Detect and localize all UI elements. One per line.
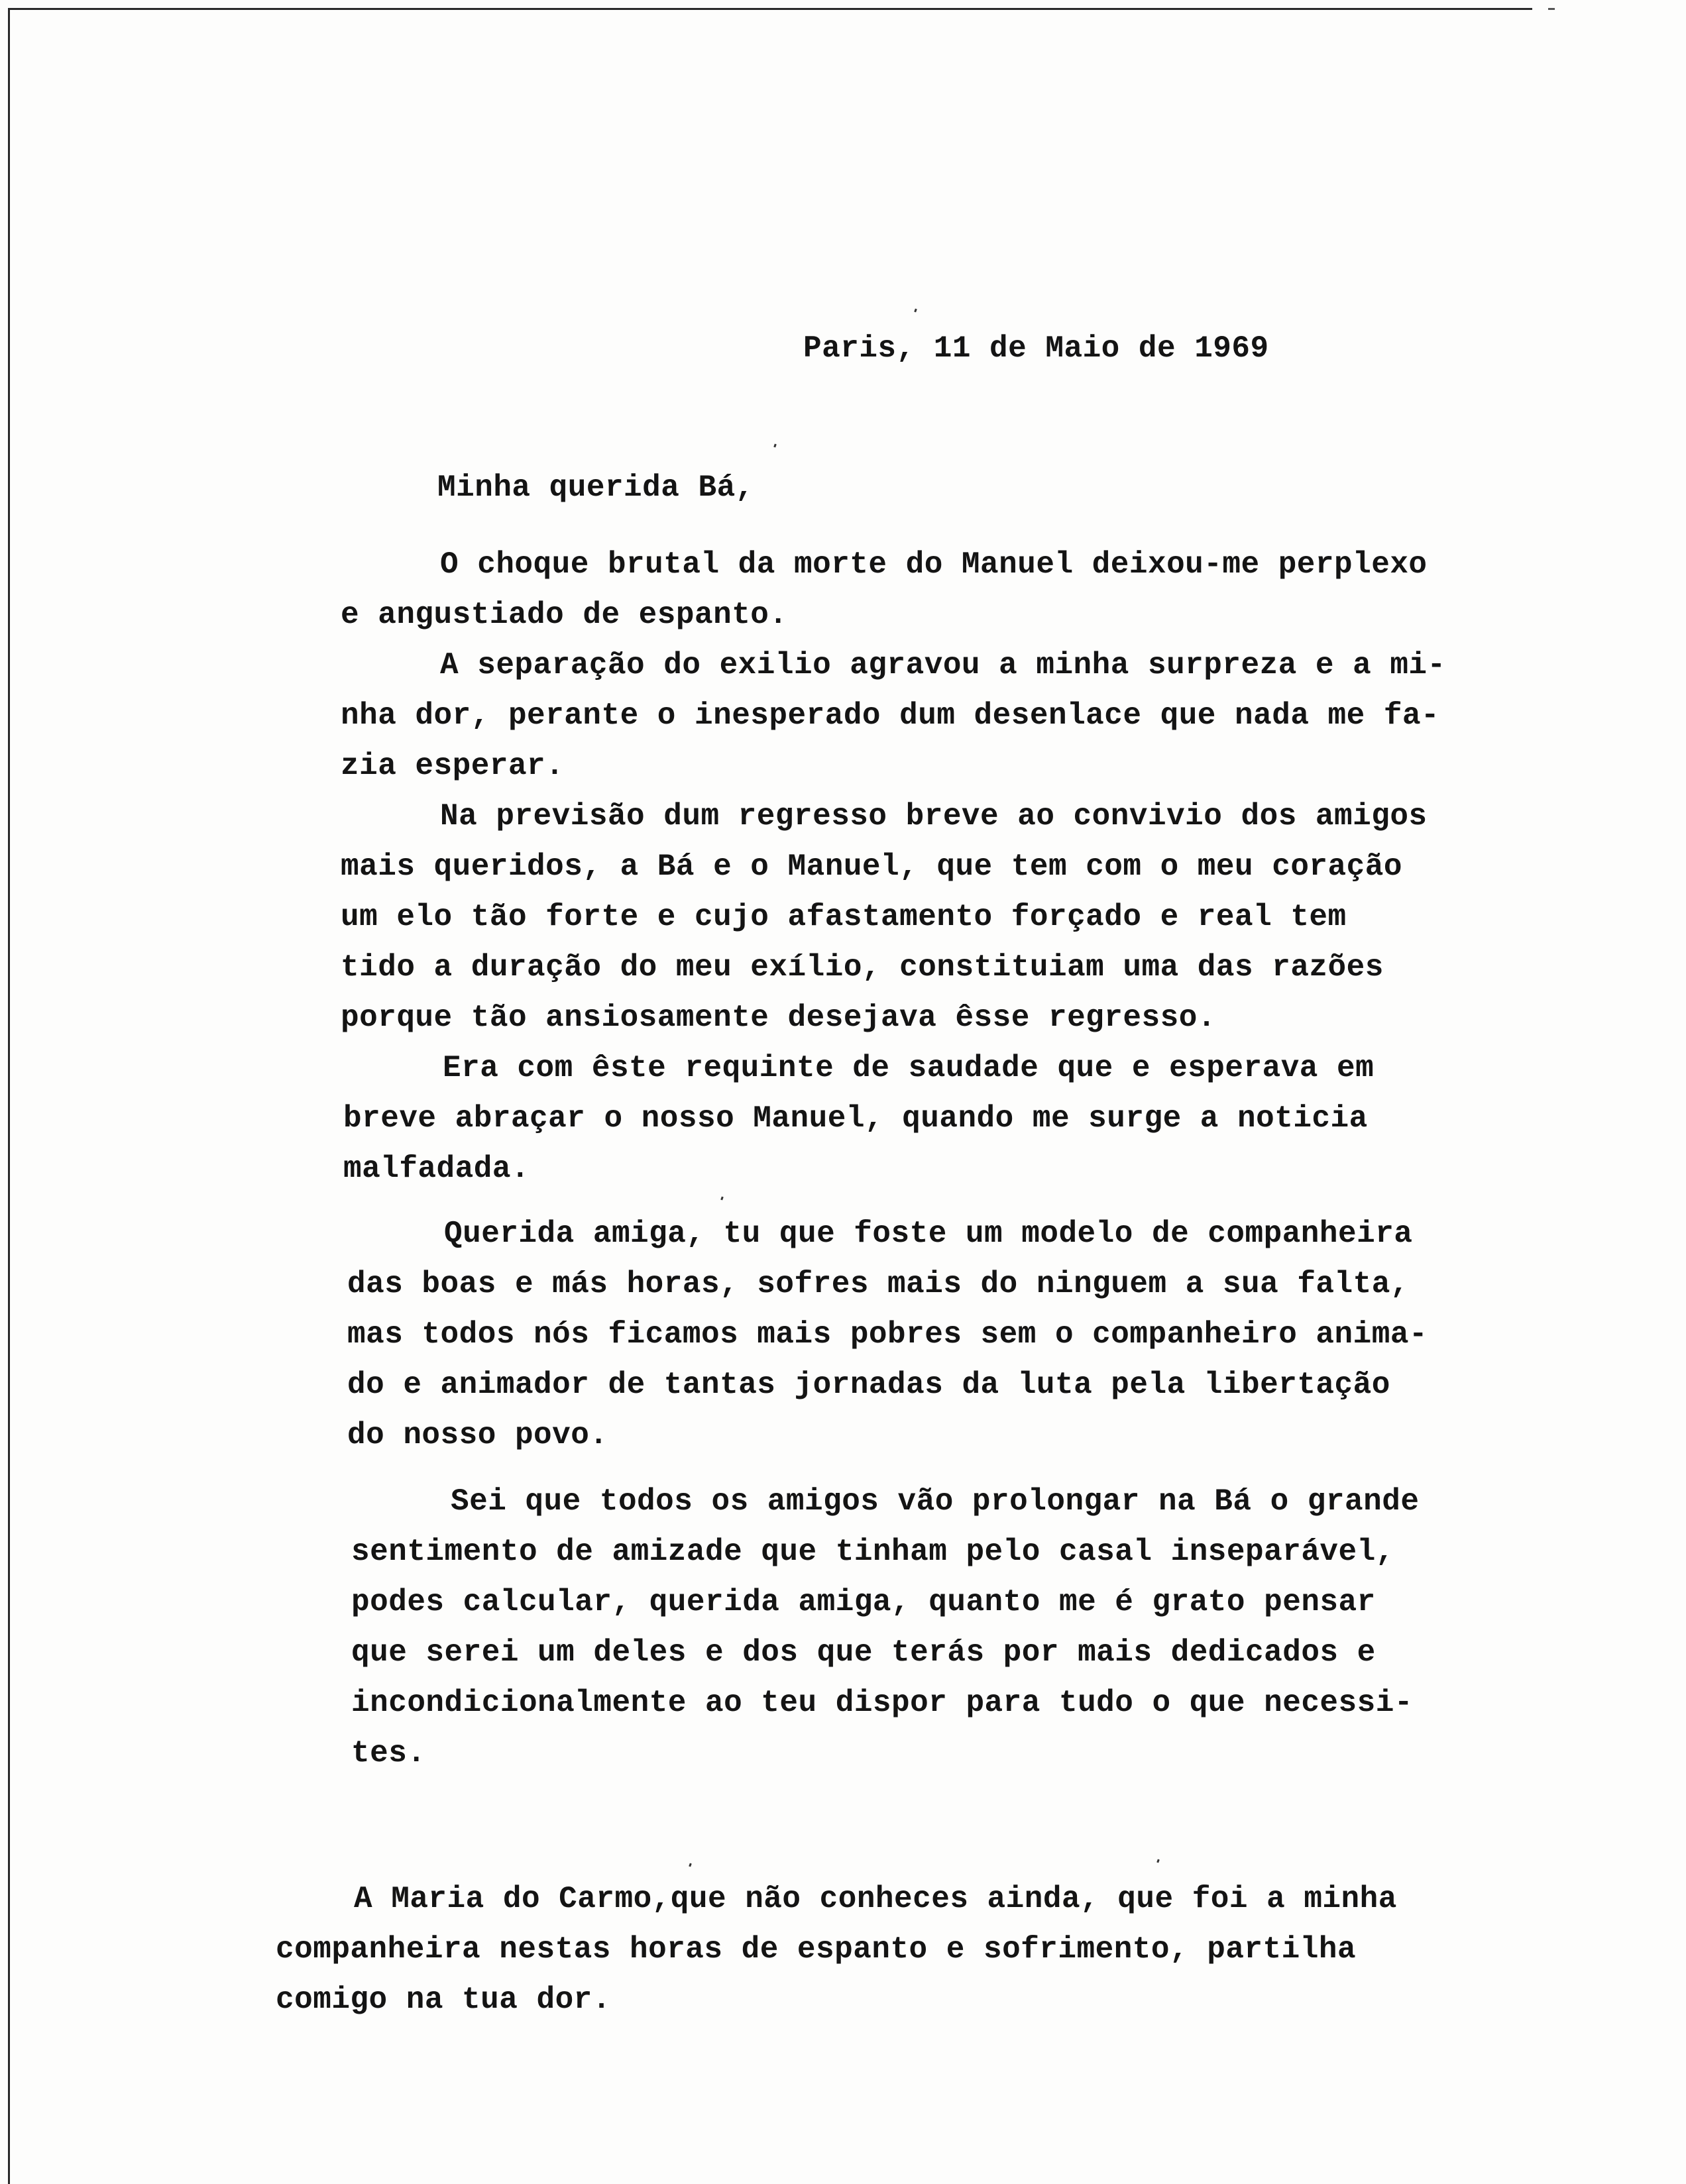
body-line: A separação do exilio agravou a minha surpreza e a mi-	[440, 648, 1446, 682]
body-line: e angustiado de espanto.	[341, 598, 788, 632]
body-line: do e animador de tantas jornadas da luta pela libertação	[347, 1368, 1390, 1402]
body-line: mais queridos, a Bá e o Manuel, que tem com o meu coração	[341, 849, 1402, 884]
letter-date: Paris, 11 de Maio de 1969	[803, 331, 1269, 366]
body-line: podes calcular, querida amiga, quanto me é grato pensar	[351, 1585, 1376, 1619]
body-line: Sei que todos os amigos vão prolongar na Bá o grande	[451, 1484, 1420, 1519]
body-line: que serei um deles e dos que terás por mais dedicados e	[351, 1635, 1376, 1670]
postscript-line: comigo na tua dor.	[276, 1983, 611, 2017]
body-line: incondicionalmente ao teu dispor para tudo o que necessi-	[351, 1686, 1413, 1720]
body-line: Era com êste requinte de saudade que e esperava em	[443, 1051, 1375, 1085]
body-line: tes.	[351, 1736, 426, 1771]
page-edge-mark	[1548, 8, 1555, 10]
body-line: tido a duração do meu exílio, constituiam uma das razões	[341, 950, 1384, 985]
ink-speck	[773, 444, 777, 448]
body-line: porque tão ansiosamente desejava êsse regresso.	[341, 1001, 1216, 1035]
body-line: um elo tão forte e cujo afastamento forçado e real tem	[341, 900, 1347, 934]
body-line: do nosso povo.	[347, 1418, 608, 1452]
body-line: malfadada.	[343, 1152, 530, 1186]
page-left-edge	[8, 8, 10, 2184]
body-line: zia esperar.	[341, 749, 565, 783]
body-line: Querida amiga, tu que foste um modelo de companheira	[444, 1217, 1413, 1251]
ink-speck	[720, 1197, 724, 1201]
body-line: breve abraçar o nosso Manuel, quando me surge a noticia	[343, 1101, 1368, 1136]
body-line: das boas e más horas, sofres mais do ninguem a sua falta,	[347, 1267, 1409, 1301]
postscript-line: A Maria do Carmo,que não conheces ainda, que foi a minha	[354, 1882, 1397, 1916]
body-line: sentimento de amizade que tinham pelo casal inseparável,	[351, 1535, 1394, 1569]
page-top-edge	[8, 8, 1532, 10]
ink-speck	[1156, 1859, 1160, 1863]
body-line: mas todos nós ficamos mais pobres sem o companheiro anima-	[347, 1317, 1428, 1352]
body-line: O choque brutal da morte do Manuel deixou-me perplexo	[440, 547, 1428, 582]
ink-speck	[689, 1863, 692, 1867]
letter-salutation: Minha querida Bá,	[437, 470, 754, 505]
body-line: Na previsão dum regresso breve ao convivio dos amigos	[440, 799, 1428, 834]
ink-speck	[914, 309, 917, 313]
postscript-line: companheira nestas horas de espanto e sofrimento, partilha	[276, 1932, 1357, 1967]
body-line: nha dor, perante o inesperado dum desenlace que nada me fa-	[341, 698, 1440, 733]
